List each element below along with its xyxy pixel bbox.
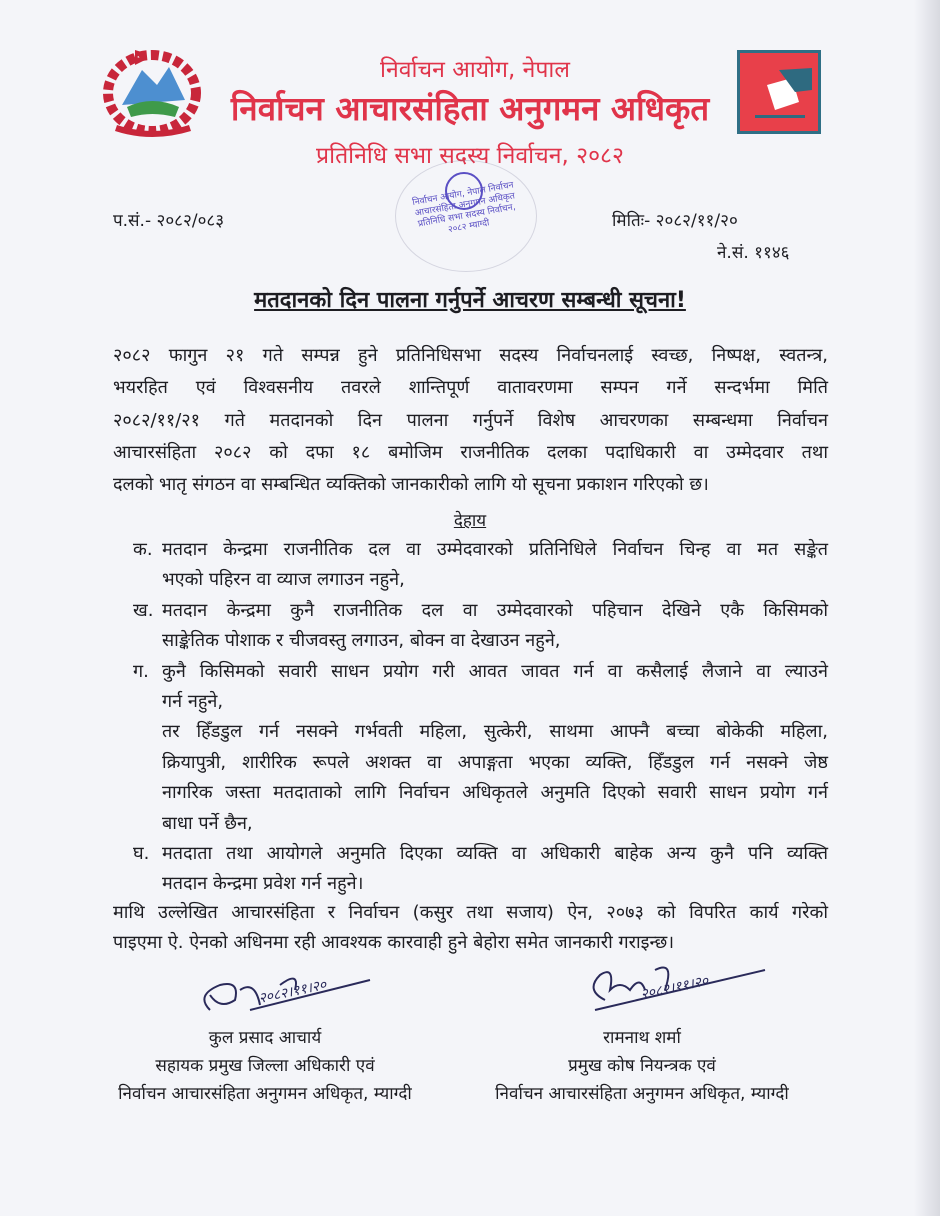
reference-number: प.सं.- २०८२/०८३ [113,211,225,231]
list-item-line: मतदाता तथा आयोगले अनुमति दिएका व्यक्ति वा अधिकारी बाहेक अन्य कुनै पनि व्यक्ति [162,843,828,864]
list-heading-text: देहाय [453,511,487,531]
nepal-sambat: ने.सं. ११४६ [717,243,790,263]
list-item-line: मतदान केन्द्रमा प्रवेश गर्न नहुने। [162,873,364,895]
office-stamp [395,160,537,272]
closing-line: माथि उल्लेखित आचारसंहिता र निर्वाचन (कसुर तथा सजाय) ऐन, २०७३ को विपरित कार्य गरेको [113,902,828,923]
list-item-line: भएको पहिरन वा व्याज लगाउन नहुने, [162,569,405,591]
list-item-line: बाधा पर्ने छैन, [162,812,253,834]
signatory-right-title: प्रमुख कोष नियन्त्रक एवं [568,1056,716,1076]
list-item-line: नागरिक जस्ता मतदाताको लागि निर्वाचन अधिकृतले अनुमति दिएको सवारी साधन प्रयोग गर्न [162,782,828,804]
intro-line: दलको भातृ संगठन वा सम्बन्धित व्यक्तिको जानकारीको लागि यो सूचना प्रकाशन गरिएको छ। [113,474,709,496]
list-item-marker: ग. [133,660,149,682]
list-item-marker: घ. [133,843,150,864]
intro-line: २०८२/११/२१ गते मतदानको दिन पालना गर्नुपर्ने विशेष आचरणका सम्बन्धमा निर्वाचन [113,409,828,431]
intro-line: आचारसंहिता २०८२ को दफा १८ बमोजिम राजनीतिक दलका पदाधिकारी वा उम्मेदवार तथा [113,441,828,463]
notice-title [0,284,940,314]
intro-line: भयरहित एवं विश्वसनीय तवरले शान्तिपूर्ण वातावरणमा सम्पन गर्ने सन्दर्भमा मिति [113,377,828,399]
signatory-right-name: रामनाथ शर्मा [603,1028,681,1048]
list-item-line: तर हिँडडुल गर्न नसक्ने गर्भवती महिला, सुत्केरी, साथमा आफ्नै बच्चा बोकेकी महिला, [162,721,828,743]
list-item-line: मतदान केन्द्रमा कुनै राजनीतिक दल वा उम्मेदवारको पहिचान देखिने एकै किसिमको [162,599,828,621]
stamp-text: निर्वाचन आयोग, नेपाल निर्वाचन आचारसंहिता अनुगमन अधिकृत प्रतिनिधि सभा सदस्य निर्वाचन, २०८२ म्याग्दी [411,180,517,236]
list-item-line: मतदान केन्द्रमा राजनीतिक दल वा उम्मेदवारको प्रतिनिधिले निर्वाचन चिन्ह वा मत सङ्केत [162,539,828,560]
list-item-line: क्रियापुत्री, शारीरिक रूपले अशक्त वा अपाङ्गता भएका व्यक्ति, हिँडडुल गर्न नसक्ने जेष्ठ [162,751,828,773]
signatory-left-office: निर्वाचन आचारसंहिता अनुगमन अधिकृत, म्याग्दी [118,1084,412,1104]
list-item-line: कुनै किसिमको सवारी साधन प्रयोग गरी आवत जावत गर्न वा कसैलाई लैजाने वा ल्याउने [162,660,828,682]
letter-date: मितिः- २०८२/११/२० [612,211,738,231]
page-edge [914,0,940,1216]
signatory-right-office: निर्वाचन आचारसंहिता अनुगमन अधिकृत, म्याग्दी [495,1084,789,1104]
intro-line: २०८२ फागुन २१ गते सम्पन्न हुने प्रतिनिधिसभा सदस्य निर्वाचनलाई स्वच्छ, निष्पक्ष, स्वतन्त्र, [113,345,828,366]
closing-line: पाइएमा ऐ. ऐनको अधिनमा रही आवश्यक कारवाही हुने बेहोरा समेत जानकारी गराइन्छ। [113,932,675,953]
signature-right-date: २०८२।११।२० [639,973,710,1003]
list-item-marker: क. [133,539,153,560]
list-item-line: साङ्केतिक पोशाक र चीजवस्तु लगाउन, बोक्न वा देखाउन नहुने, [162,630,561,652]
notice-title-text: मतदानको दिन पालना गर्नुपर्ने आचरण सम्बन्धी सूचना! [254,288,686,313]
list-item-marker: ख. [133,599,154,621]
office-name: निर्वाचन आचारसंहिता अनुगमन अधिकृत [230,89,710,128]
signatory-left-title: सहायक प्रमुख जिल्ला अधिकारी एवं [155,1056,375,1076]
signatory-left-name: कुल प्रसाद आचार्य [208,1028,322,1048]
list-item-line: गर्न नहुने, [162,691,224,712]
election-name: प्रतिनिधि सभा सदस्य निर्वाचन, २०८२ [316,143,624,169]
signature-left-date: २०८२।११।२० [257,977,328,1007]
list-heading [0,508,940,531]
organization-name: निर्वाचन आयोग, नेपाल [380,57,570,83]
